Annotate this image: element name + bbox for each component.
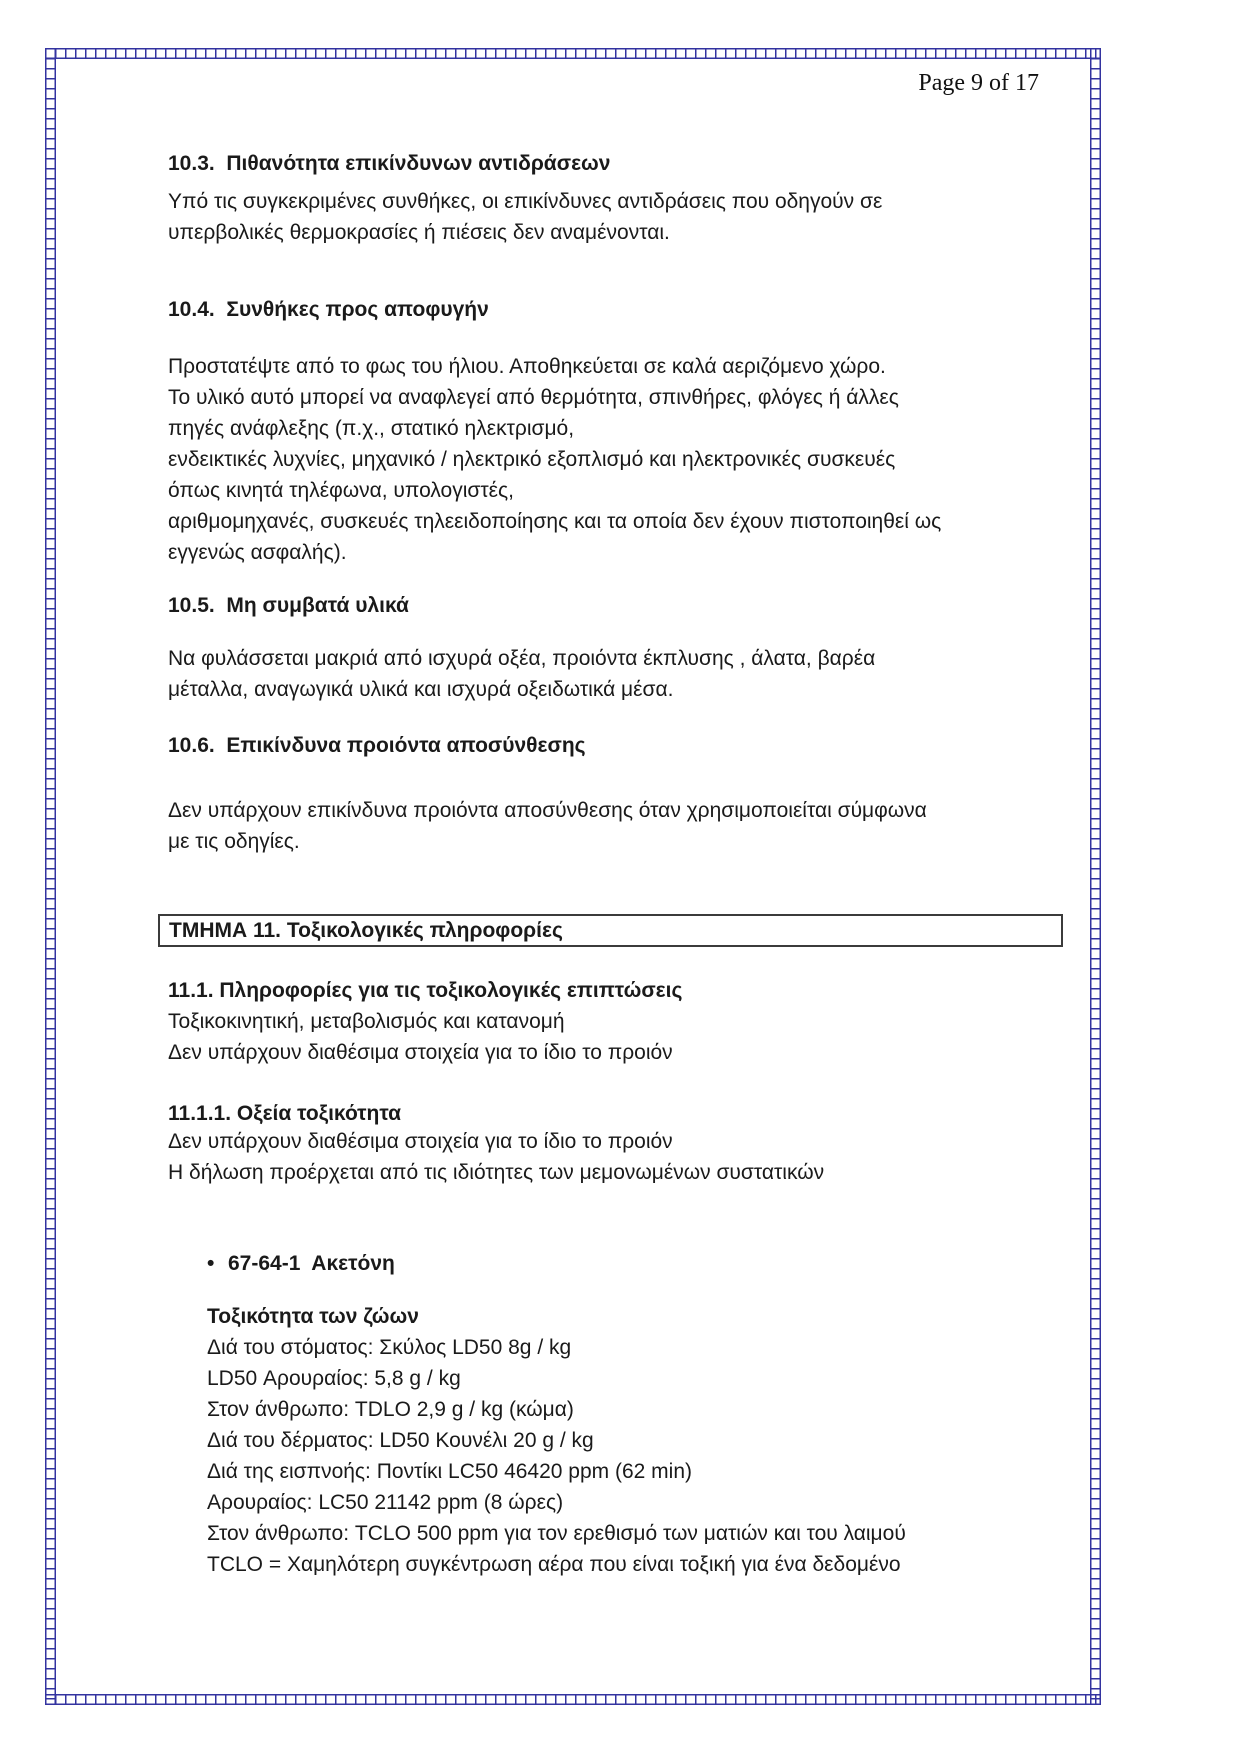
paragraph-line: μέταλλα, αναγωγικά υλικά και ισχυρά οξειδωτικά μέσα. <box>168 678 674 701</box>
paragraph-11-1-1 <box>168 1126 824 1188</box>
substance-label: 67-64-1 Ακετόνη <box>228 1252 395 1275</box>
toxicity-line: Στον άνθρωπο: TCLO 500 ppm για τον ερεθισμό των ματιών και του λαιμού <box>207 1522 906 1545</box>
paragraph-line: υπερβολικές θερμοκρασίες ή πιέσεις δεν αναμένονται. <box>168 221 670 244</box>
paragraph-line: Προστατέψτε από το φως του ήλιου. Αποθηκεύεται σε καλά αεριζόμενο χώρο. <box>168 355 886 378</box>
paragraph-line: Η δήλωση προέρχεται από τις ιδιότητες των μεμονωμένων συστατικών <box>168 1161 825 1184</box>
paragraph-line: αριθμομηχανές, συσκευές τηλεειδοποίησης και τα οποία δεν έχουν πιστοποιηθεί ως <box>168 510 942 533</box>
paragraph-10-6 <box>168 795 927 857</box>
paragraph-line: Το υλικό αυτό μπορεί να αναφλεγεί από θερμότητα, σπινθήρες, φλόγες ή άλλες <box>168 386 899 409</box>
toxicity-line: Διά του δέρματος: LD50 Κουνέλι 20 g / kg <box>207 1429 594 1452</box>
substance-bullet-item <box>207 1248 395 1279</box>
section-heading-11-1-1: 11.1.1. Οξεία τοξικότητα <box>168 1102 402 1125</box>
paragraph-10-3 <box>168 186 882 248</box>
paragraph-line: Δεν υπάρχουν διαθέσιμα στοιχεία για το ίδιο το προιόν <box>168 1130 673 1153</box>
section-heading-11-1: 11.1. Πληροφορίες για τις τοξικολογικές επιπτώσεις <box>168 979 683 1002</box>
page-art-border-left <box>45 48 56 1705</box>
page-number: Page 9 of 17 <box>918 70 1039 96</box>
toxicity-line: TCLO = Χαμηλότερη συγκέντρωση αέρα που είναι τοξική για ένα δεδομένο <box>207 1553 901 1576</box>
paragraph-line: Τοξικοκινητική, μεταβολισμός και κατανομή <box>168 1010 565 1033</box>
section-heading-10-5: 10.5. Μη συμβατά υλικά <box>168 594 409 617</box>
paragraph-line: ενδεικτικές λυχνίες, μηχανικό / ηλεκτρικό εξοπλισμό και ηλεκτρονικές συσκευές <box>168 448 896 471</box>
paragraph-line: Υπό τις συγκεκριμένες συνθήκες, οι επικίνδυνες αντιδράσεις που οδηγούν σε <box>168 190 883 213</box>
toxicity-line: Στον άνθρωπο: TDLO 2,9 g / kg (κώμα) <box>207 1398 574 1421</box>
paragraph-line: πηγές ανάφλεξης (π.χ., στατικό ηλεκτρισμό, <box>168 417 575 440</box>
paragraph-line: Δεν υπάρχουν επικίνδυνα προιόντα αποσύνθεσης όταν χρησιμοποιείται σύμφωνα <box>168 799 927 822</box>
paragraph-line: εγγενώς ασφαλής). <box>168 541 347 564</box>
section-11-title-box <box>158 914 1063 947</box>
toxicity-line: Διά της εισπνοής: Ποντίκι LC50 46420 ppm (62 min) <box>207 1460 692 1483</box>
section-heading-10-6: 10.6. Επικίνδυνα προιόντα αποσύνθεσης <box>168 734 586 757</box>
toxicity-line: Διά του στόματος: Σκύλος LD50 8g / kg <box>207 1336 572 1359</box>
page-art-border-top <box>45 48 1101 59</box>
page-art-border-right <box>1090 48 1101 1705</box>
page-art-border-bottom <box>45 1694 1101 1705</box>
paragraph-line: όπως κινητά τηλέφωνα, υπολογιστές, <box>168 479 514 502</box>
toxicity-line: LD50 Αρουραίος: 5,8 g / kg <box>207 1367 461 1390</box>
paragraph-line: Δεν υπάρχουν διαθέσιμα στοιχεία για το ίδιο το προιόν <box>168 1041 673 1064</box>
animal-toxicity-heading: Τοξικότητα των ζώων <box>207 1305 419 1328</box>
paragraph-line: Να φυλάσσεται μακριά από ισχυρά οξέα, προιόντα έκπλυσης , άλατα, βαρέα <box>168 647 876 670</box>
section-11-title: ΤΜΗΜΑ 11. Τοξικολογικές πληροφορίες <box>169 918 563 942</box>
paragraph-line: με τις οδηγίες. <box>168 830 300 853</box>
section-heading-10-4: 10.4. Συνθήκες προς αποφυγήν <box>168 298 489 321</box>
paragraph-10-5 <box>168 643 875 705</box>
toxicity-line: Αρουραίος: LC50 21142 ppm (8 ώρες) <box>207 1491 564 1514</box>
paragraph-11-1 <box>168 1006 673 1068</box>
bullet-icon: • <box>207 1252 215 1275</box>
paragraph-10-4 <box>168 351 941 568</box>
animal-toxicity-block <box>207 1301 906 1580</box>
section-heading-10-3: 10.3. Πιθανότητα επικίνδυνων αντιδράσεων <box>168 152 611 175</box>
